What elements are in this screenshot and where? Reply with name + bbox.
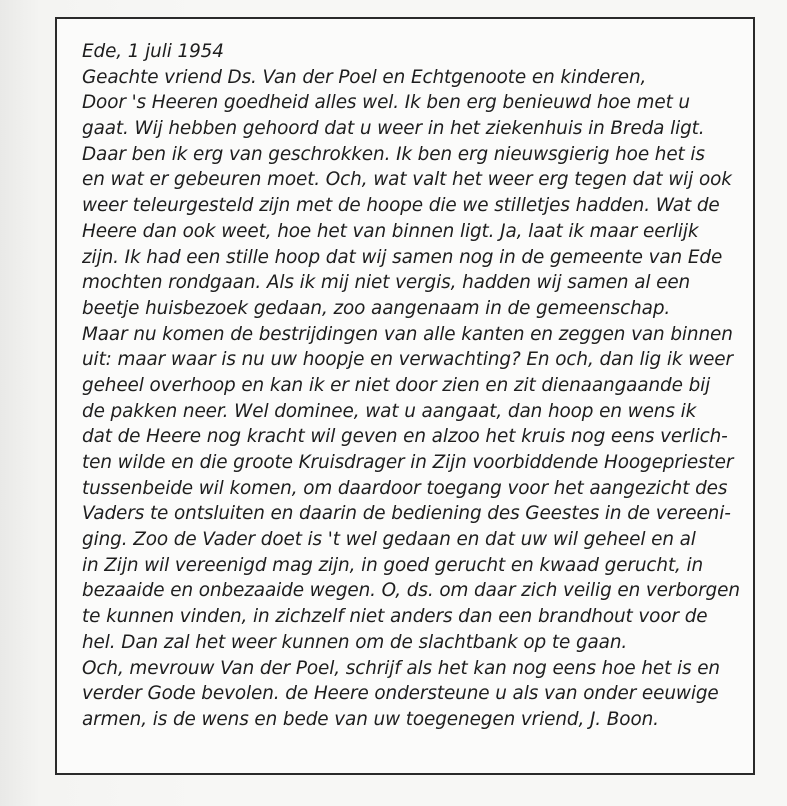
letter-line: in Zijn wil vereenigd mag zijn, in goed gerucht en kwaad gerucht, in bbox=[82, 554, 704, 576]
letter-line: weer teleurgesteld zijn met de hoope die we stilletjes hadden. Wat de bbox=[82, 195, 720, 217]
letter-line: verder Gode bevolen. de Heere ondersteune u als van onder eeuwige bbox=[82, 683, 719, 705]
letter-line: de pakken neer. Wel dominee, wat u aangaat, dan hoop en wens ik bbox=[82, 400, 697, 422]
letter-line: Maar nu komen de bestrijdingen van alle kanten en zeggen van binnen bbox=[82, 323, 733, 345]
letter-line: Door 's Heeren goedheid alles wel. Ik ben erg benieuwd hoe met u bbox=[82, 92, 690, 114]
letter-line: te kunnen vinden, in zichzelf niet anders dan een brandhout voor de bbox=[82, 606, 708, 628]
letter-line: ging. Zoo de Vader doet is 't wel gedaan en dat uw wil geheel en al bbox=[82, 529, 696, 551]
letter-line: Daar ben ik erg van geschrokken. Ik ben erg nieuwsgierig hoe het is bbox=[82, 143, 705, 165]
letter-line: mochten rondgaan. Als ik mij niet vergis, hadden wij samen al een bbox=[82, 272, 691, 294]
letter-line: geheel overhoop en kan ik er niet door zien en zit dienaangaande bij bbox=[82, 374, 711, 396]
letter-line: uit: maar waar is nu uw hoopje en verwachting? En och, dan lig ik weer bbox=[82, 349, 733, 371]
letter-line: tussenbeide wil komen, om daardoor toegang voor het aangezicht des bbox=[82, 477, 728, 499]
letter-line: hel. Dan zal het weer kunnen om de slachtbank op te gaan. bbox=[82, 631, 628, 653]
letter-line: bezaaide en onbezaaide wegen. O, ds. om daar zich veilig en verborgen bbox=[82, 580, 740, 602]
letter-line: Vaders te ontsluiten en daarin de bediening des Geestes in de vereeni- bbox=[82, 503, 731, 525]
letter-line: Heere dan ook weet, hoe het van binnen ligt. Ja, laat ik maar eerlijk bbox=[82, 220, 699, 242]
letter-line: Och, mevrouw Van der Poel, schrijf als het kan nog eens hoe het is en bbox=[82, 657, 720, 679]
letter-line: beetje huisbezoek gedaan, zoo aangenaam in de gemeenschap. bbox=[82, 297, 671, 319]
letter-line: zijn. Ik had een stille hoop dat wij samen nog in de gemeente van Ede bbox=[82, 246, 723, 268]
letter-line: en wat er gebeuren moet. Och, wat valt het weer erg tegen dat wij ook bbox=[82, 169, 732, 191]
letter-salutation: Geachte vriend Ds. Van der Poel en Echtgenoote en kinderen, bbox=[82, 66, 647, 88]
letter-line: gaat. Wij hebben gehoord dat u weer in het ziekenhuis in Breda ligt. bbox=[82, 118, 705, 140]
letter-line: ten wilde en die groote Kruisdrager in Zijn voorbiddende Hoogepriester bbox=[82, 452, 734, 473]
letter-box bbox=[55, 17, 755, 775]
letter-date: Ede, 1 juli 1954 bbox=[82, 41, 224, 62]
letter-body bbox=[82, 39, 742, 733]
letter-signature-line: armen, is de wens en bede van uw toegenegen vriend, J. Boon. bbox=[82, 708, 659, 730]
letter-line: dat de Heere nog kracht wil geven en alzoo het kruis nog eens verlich- bbox=[82, 426, 728, 448]
